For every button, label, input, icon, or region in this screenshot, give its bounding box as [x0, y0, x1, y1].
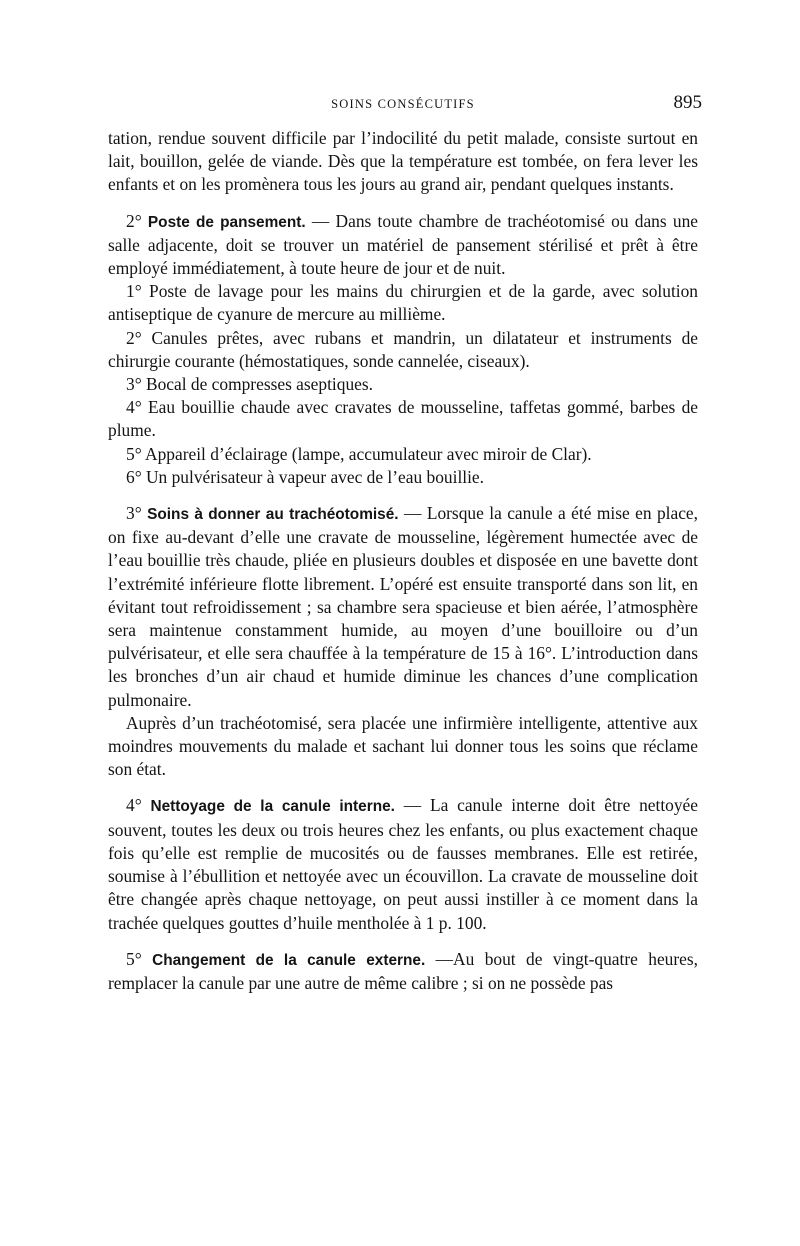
section-nettoyage-canule-interne — [108, 794, 698, 934]
list-item: 6° Un pulvérisateur à vapeur avec de l’eau bouillie. — [126, 466, 485, 487]
section-number: 5° — [126, 948, 142, 969]
section-soins-trachéotomisé — [108, 502, 698, 712]
section-changement-canule-externe — [108, 948, 698, 995]
list-item: 3° Bocal de compresses aseptiques. — [126, 374, 373, 395]
section-text: — La canule interne doit être nettoyée souvent, toutes les deux ou trois heures chez les enfants, ou plus exactement chaque fois qu’elle est remplie de mucosités ou de fausses membranes. Elle est retirée, soumise à l’ébullition et nettoyée avec un écouvillon. La cravate de mousseline doit être changée après chaque nettoyage, on peut aussi instiller à ce moment dans la trachée quelques gouttes d’huile mentholée à 1 p. 100. — [108, 795, 698, 933]
page-number: 895 — [673, 92, 702, 113]
section-heading: Nettoyage de la canule interne. — [150, 798, 395, 816]
section-poste-de-pansement — [108, 210, 698, 281]
paragraph: Auprès d’un trachéotomisé, sera placée une infirmière intelligente, attentive aux moindres mouvements du malade et sachant lui donner tous les soins que réclame son état. — [108, 712, 698, 780]
section-text: — Lorsque la canule a été mise en place, on fixe au-devant d’elle une cravate de mousseline, légèrement humectée avec de l’eau bouillie très chaude, pliée en plusieurs doubles et disposée en une bavette dont l’extrémité inférieure flotte librement. L’opéré est ensuite transporté dans son lit, en évitant tout refroidissement ; sa chambre sera spacieuse et bien aérée, l’atmosphère sera maintenue constamment humide, au moyen d’une bouilloire ou d’un pulvérisateur, et elle sera chauffée à la température de 15 à 16°. L’introduction dans les bronches d’un air chaud et humide diminue les chances d’une complication pulmonaire. — [108, 503, 698, 710]
running-title: SOINS CONSÉCUTIFS — [331, 97, 475, 111]
section-text: —Au bout de vingt-quatre heures, remplacer la canule par une autre de même calibre ; si on ne possède pas — [108, 948, 698, 993]
section-number: 2° — [126, 210, 142, 231]
section-heading: Changement de la canule externe. — [152, 951, 426, 969]
section-text: — Dans toute chambre de trachéotomisé ou dans une salle adjacente, doit se trouver un matériel de pansement stérilisé et prêt à être employé immédiatement, à toute heure de jour et de nuit. — [108, 210, 699, 279]
list-item: 1° Poste de lavage pour les mains du chirurgien et de la garde, avec solution antiseptique de cyanure de mercure au millième. — [108, 281, 698, 325]
section-heading: Soins à donner au trachéotomisé. — [147, 506, 399, 524]
list-item: 5° Appareil d’éclairage (lampe, accumulateur avec miroir de Clar). — [126, 443, 592, 464]
running-head — [108, 92, 702, 116]
list-item: 2° Canules prêtes, avec rubans et mandrin, un dilatateur et instruments de chirurgie courante (hémostatiques, sonde cannelée, ciseaux). — [108, 327, 698, 371]
paragraph-continuation: tation, rendue souvent difficile par l’indocilité du petit malade, consiste surtout en lait, bouillon, gelée de viande. Dès que la température est tombée, on fera lever les enfants et on les promènera tous les jours au grand air, pendant quelques instants. — [108, 128, 698, 195]
section-number: 4° — [126, 795, 142, 816]
section-heading: Poste de pansement. — [147, 213, 306, 231]
list-item: 4° Eau bouillie chaude avec cravates de mousseline, taffetas gommé, barbes de plume. — [108, 397, 698, 441]
body-text — [108, 127, 698, 995]
section-number: 3° — [126, 503, 142, 524]
